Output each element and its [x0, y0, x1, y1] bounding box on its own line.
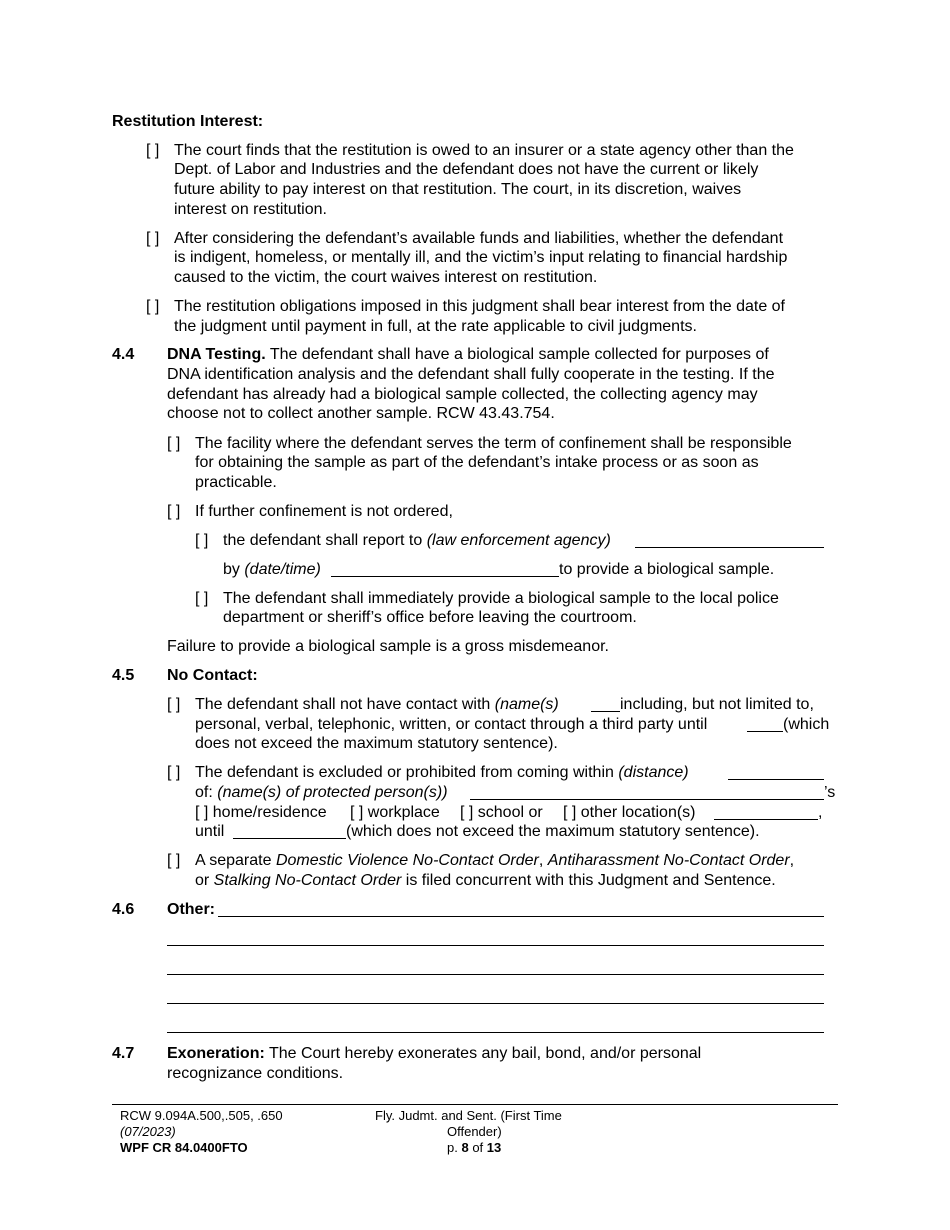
section-title: No Contact: — [167, 667, 258, 684]
other-blank-line[interactable] — [218, 916, 824, 917]
separate-order-line-2 — [195, 871, 776, 891]
contact-text: including, but not limited to, — [620, 696, 814, 713]
datetime-blank[interactable] — [331, 576, 559, 577]
by-line — [223, 560, 321, 580]
by-suffix: to provide a biological sample. — [559, 561, 775, 578]
report-text: the defendant shall report to — [223, 532, 427, 549]
filed-text: is filed concurrent with this Judgment and Sentence. — [401, 872, 776, 889]
home-checkbox[interactable]: [ ] home/residence — [195, 804, 327, 821]
paragraph-line: practicable. — [195, 474, 277, 491]
paragraph-line: choose not to collect another sample. RCW 43.43.754. — [167, 405, 555, 422]
checkbox[interactable]: [ ] — [146, 142, 160, 159]
report-italic: (law enforcement agency) — [426, 532, 611, 549]
stalking-order: Stalking No-Contact Order — [213, 872, 402, 889]
antiharassment-order: Antiharassment No-Contact Order — [547, 852, 790, 869]
section-title: Other: — [167, 901, 215, 918]
paragraph-line: caused to the victim, the court waives interest on restitution. — [174, 269, 598, 286]
paragraph-line: The defendant shall immediately provide a biological sample to the local police — [223, 590, 779, 607]
contact-italic: (name(s) — [494, 696, 559, 713]
section-title: Exoneration: — [167, 1045, 265, 1062]
separator: , — [789, 852, 795, 869]
name-blank[interactable] — [591, 711, 620, 712]
paragraph-text: The defendant shall have a biological sample collected for purposes of — [265, 346, 769, 363]
section-4-7-line — [167, 1044, 701, 1064]
checkbox[interactable]: [ ] — [146, 298, 160, 315]
until-text: until — [195, 823, 225, 840]
paragraph-line: DNA identification analysis and the defendant shall fully cooperate in the testing. If the — [167, 366, 775, 383]
footer-page-number — [447, 1140, 501, 1156]
agency-blank[interactable] — [635, 547, 824, 548]
checkbox[interactable]: [ ] — [167, 435, 181, 452]
paragraph-line: future ability to pay interest on that restitution. The court, in its discretion, waives — [174, 181, 742, 198]
until-blank[interactable] — [747, 731, 783, 732]
contact-text: The defendant shall not have contact with — [195, 696, 495, 713]
contact-line-1 — [195, 695, 559, 715]
footer-title: Fly. Judmt. and Sent. (First Time — [375, 1108, 562, 1123]
workplace-checkbox[interactable]: [ ] workplace — [350, 804, 440, 821]
school-checkbox[interactable]: [ ] school or — [460, 804, 543, 821]
checkbox[interactable]: [ ] — [167, 503, 181, 520]
other-blank-line[interactable] — [167, 1003, 824, 1004]
page-of: of — [468, 1140, 487, 1155]
paragraph-text: The Court hereby exonerates any bail, bond, and/or personal — [264, 1045, 702, 1062]
other-location-checkbox[interactable]: [ ] other location(s) — [563, 804, 696, 821]
checkbox[interactable]: [ ] — [167, 696, 181, 713]
paragraph-line: If further confinement is not ordered, — [195, 503, 453, 520]
checkbox[interactable]: [ ] — [167, 852, 181, 869]
paragraph-line: for obtaining the sample as part of the defendant’s intake process or as soon as — [195, 454, 759, 471]
section-number: 4.7 — [112, 1045, 135, 1062]
paragraph-line: the judgment until payment in full, at the rate applicable to civil judgments. — [174, 318, 697, 335]
footer-rule — [112, 1104, 838, 1105]
checkbox[interactable]: [ ] — [167, 764, 181, 781]
section-title: DNA Testing. — [167, 346, 266, 363]
of-text: of: — [195, 784, 218, 801]
report-line — [223, 531, 611, 551]
separator: , — [538, 852, 548, 869]
paragraph-line: interest on restitution. — [174, 201, 327, 218]
excluded-italic: (distance) — [618, 764, 689, 781]
excluded-line — [195, 763, 689, 783]
of-italic: (name(s) of protected person(s)) — [217, 784, 448, 801]
paragraph-line: Dept. of Labor and Industries and the defendant does not have the current or likely — [174, 161, 759, 178]
or-text: or — [195, 872, 214, 889]
separate-text: A separate — [195, 852, 276, 869]
of-line — [195, 783, 448, 803]
by-italic: (date/time) — [244, 561, 321, 578]
paragraph-line: is indigent, homeless, or mentally ill, and the victim’s input relating to financial hardship — [174, 249, 788, 266]
separate-order-line-1 — [195, 851, 794, 871]
possessive-s: ’s — [824, 784, 836, 801]
footer-rcw: RCW 9.094A.500,.505, .650 — [120, 1108, 283, 1123]
section-number: 4.6 — [112, 901, 135, 918]
until-suffix: (which does not exceed the maximum statutory sentence). — [346, 823, 760, 840]
comma: , — [818, 804, 823, 821]
contact-line-2a: personal, verbal, telephonic, written, or contact through a third party until — [195, 716, 708, 733]
other-blank-line[interactable] — [167, 974, 824, 975]
page-total: 13 — [486, 1140, 502, 1155]
page-prefix: p. — [447, 1140, 462, 1155]
until-date-blank[interactable] — [233, 838, 346, 839]
by-text: by — [223, 561, 245, 578]
section-number: 4.4 — [112, 346, 135, 363]
paragraph-line: The restitution obligations imposed in this judgment shall bear interest from the date of — [174, 298, 785, 315]
paragraph-line: The facility where the defendant serves the term of confinement shall be responsible — [195, 435, 792, 452]
paragraph-line: defendant has already had a biological sample collected, the collecting agency may — [167, 386, 758, 403]
distance-blank[interactable] — [728, 779, 824, 780]
paragraph-line: recognizance conditions. — [167, 1065, 344, 1082]
paragraph-line: The court finds that the restitution is owed to an insurer or a state agency other than the — [174, 142, 794, 159]
checkbox[interactable]: [ ] — [195, 532, 209, 549]
paragraph-line: does not exceed the maximum statutory sentence). — [195, 735, 558, 752]
section-number: 4.5 — [112, 667, 135, 684]
contact-line-2b: (which — [783, 716, 830, 733]
checkbox[interactable]: [ ] — [195, 590, 209, 607]
checkbox[interactable]: [ ] — [146, 230, 160, 247]
page-current: 8 — [461, 1140, 469, 1155]
paragraph-line: After considering the defendant’s available funds and liabilities, whether the defendant — [174, 230, 784, 247]
other-location-blank[interactable] — [714, 819, 818, 820]
dv-order: Domestic Violence No-Contact Order — [275, 852, 539, 869]
other-blank-line[interactable] — [167, 945, 824, 946]
restitution-interest-heading: Restitution Interest: — [112, 113, 264, 130]
section-4-4-line — [167, 345, 769, 365]
protected-person-blank[interactable] — [470, 799, 824, 800]
excluded-text: The defendant is excluded or prohibited from coming within — [195, 764, 619, 781]
footer-form-number: WPF CR 84.0400FTO — [120, 1140, 248, 1155]
footer-title: Offender) — [447, 1124, 502, 1139]
paragraph-line: Failure to provide a biological sample is a gross misdemeanor. — [167, 638, 609, 655]
footer-date: (07/2023) — [120, 1124, 176, 1139]
paragraph-line: department or sheriff’s office before leaving the courtroom. — [223, 609, 637, 626]
other-blank-line[interactable] — [167, 1032, 824, 1033]
